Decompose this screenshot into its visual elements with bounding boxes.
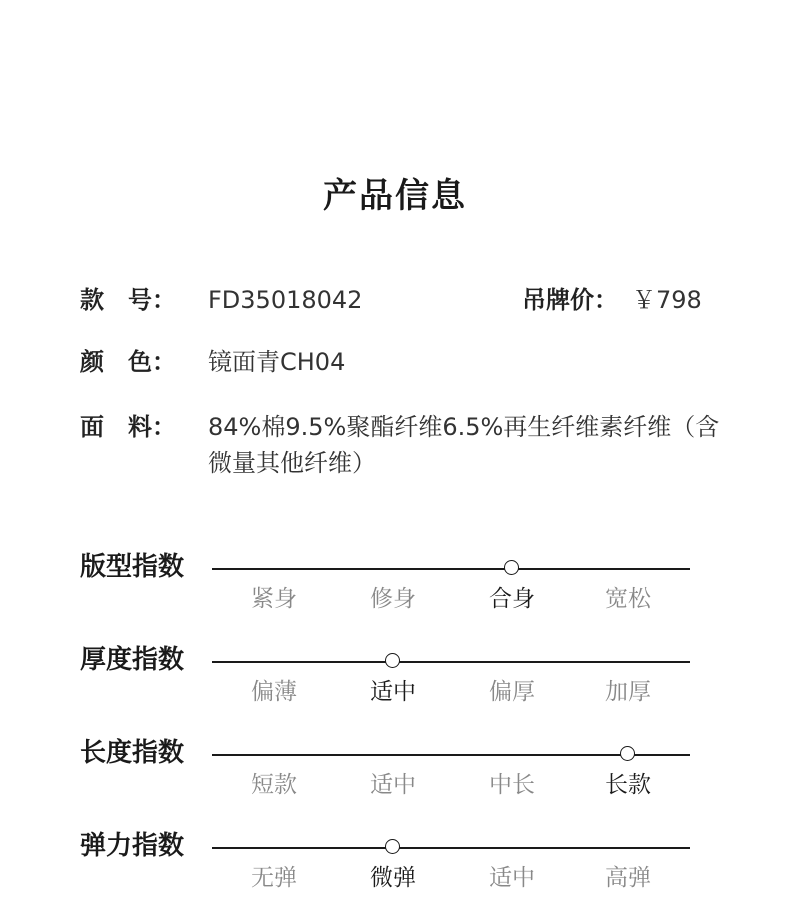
fit-index bbox=[80, 549, 710, 639]
index-options bbox=[212, 767, 690, 803]
info-row-style-no bbox=[80, 282, 710, 318]
index-option: 无弹 bbox=[251, 865, 297, 891]
index-marker bbox=[504, 560, 519, 575]
index-marker bbox=[385, 839, 400, 854]
style-no-value: FD35018042 bbox=[208, 286, 363, 314]
index-marker bbox=[620, 746, 635, 761]
info-row-material bbox=[80, 409, 740, 485]
index-option: 适中 bbox=[370, 772, 416, 798]
length-index bbox=[80, 735, 710, 825]
index-option: 偏厚 bbox=[489, 679, 535, 705]
color-value: 镜面青CH04 bbox=[208, 348, 346, 376]
index-track bbox=[212, 754, 690, 756]
style-no-label: 款 号： bbox=[80, 286, 176, 314]
index-options bbox=[212, 674, 690, 710]
material-label: 面 料： bbox=[80, 413, 176, 441]
index-options bbox=[212, 860, 690, 896]
index-marker bbox=[385, 653, 400, 668]
thickness-index bbox=[80, 642, 710, 732]
index-option: 宽松 bbox=[605, 586, 651, 612]
index-label: 长度指数 bbox=[80, 738, 185, 768]
index-track bbox=[212, 568, 690, 570]
index-option: 偏薄 bbox=[251, 679, 297, 705]
index-option: 中长 bbox=[489, 772, 535, 798]
index-option: 长款 bbox=[605, 772, 651, 798]
material-value: 84%棉9.5%聚酯纤维6.5%再生纤维素纤维（含微量其他纤维） bbox=[208, 413, 720, 477]
index-option: 短款 bbox=[251, 772, 297, 798]
index-label: 弹力指数 bbox=[80, 831, 185, 861]
index-label: 厚度指数 bbox=[80, 645, 185, 675]
index-option: 高弹 bbox=[605, 865, 651, 891]
price-value: ￥798 bbox=[632, 286, 702, 314]
price-label: 吊牌价： bbox=[522, 286, 618, 314]
index-track bbox=[212, 847, 690, 849]
info-row-color bbox=[80, 344, 710, 380]
index-option: 适中 bbox=[370, 679, 416, 705]
index-option: 合身 bbox=[489, 586, 535, 612]
index-option: 紧身 bbox=[251, 586, 297, 612]
index-label: 版型指数 bbox=[80, 552, 185, 582]
page-title: 产品信息 bbox=[323, 176, 467, 216]
index-option: 修身 bbox=[370, 586, 416, 612]
index-option: 微弹 bbox=[370, 865, 416, 891]
stretch-index bbox=[80, 828, 710, 918]
index-option: 适中 bbox=[489, 865, 535, 891]
index-options bbox=[212, 581, 690, 617]
index-track bbox=[212, 661, 690, 663]
color-label: 颜 色： bbox=[80, 348, 176, 376]
index-option: 加厚 bbox=[605, 679, 651, 705]
